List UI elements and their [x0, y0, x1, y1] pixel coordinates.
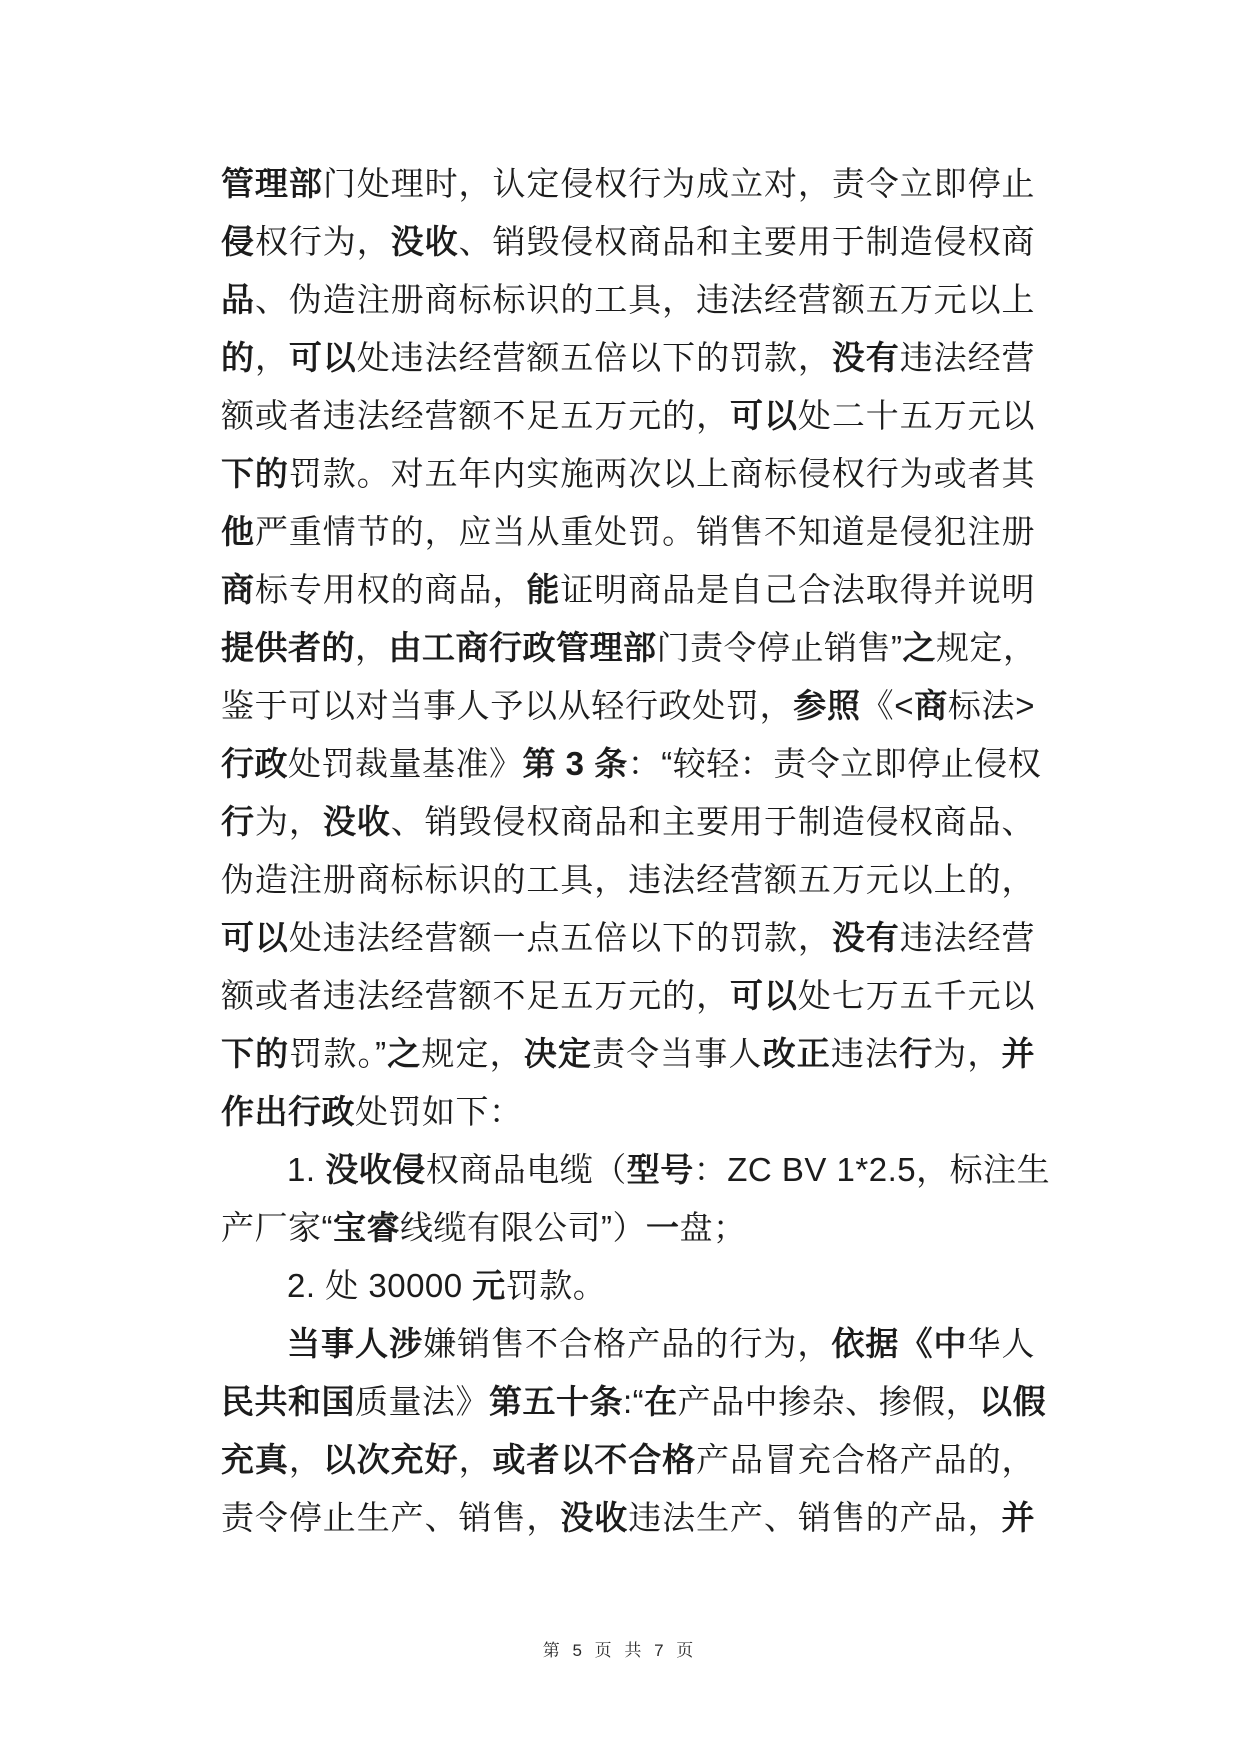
text-run: 处七万五千元以 [797, 977, 1036, 1014]
bold-text-run: 侵 [221, 223, 255, 260]
text-run: 门处理时，认定侵权行为成立对，责令立即停止 [322, 165, 1036, 202]
text-run: 违法 [830, 1035, 900, 1072]
text-line [221, 909, 1035, 967]
bold-text-run: 第五十条 [489, 1383, 623, 1420]
text-run: 、销毁侵权商品和主要用于制造侵权商品、 [390, 803, 1036, 840]
text-run: 处违法经营额一点五倍以下的罚款， [288, 919, 832, 956]
text-line [221, 793, 1035, 851]
text-run: 额或者违法经营额不足五万元的， [221, 977, 731, 1014]
text-line [221, 503, 1035, 561]
text-run: 标专用权的商品， [254, 571, 527, 608]
text-line [221, 1199, 1035, 1257]
text-run: 违法生产、销售的产品， [628, 1499, 1002, 1536]
text-run: 证明商品是自己合法取得并说明 [560, 571, 1036, 608]
bold-text-run: 提供者的 [221, 629, 355, 666]
bold-text-run: 并 [1001, 1499, 1036, 1536]
text-run: 责令当事人 [592, 1035, 763, 1072]
text-run: ：“较轻：责令立即停止侵权 [627, 745, 1042, 782]
bold-text-run: 下的 [221, 455, 289, 492]
text-run: 标法> [947, 687, 1035, 724]
bold-text-run: 决定 [523, 1035, 592, 1072]
text-line [221, 155, 1035, 213]
bold-text-run: 一 [646, 1209, 680, 1246]
text-run: 处罚如下： [355, 1093, 523, 1130]
text-run: ， [254, 339, 289, 376]
text-run: 线缆有限公司”） [400, 1209, 646, 1246]
text-run: 权商品电缆（ [425, 1151, 627, 1188]
bold-text-run: 商 [914, 687, 948, 724]
text-line [221, 445, 1035, 503]
text-run: 罚款。对五年内实施两次以上商标侵权行为或者其 [288, 455, 1036, 492]
text-run: 处违法经营额五倍以下的罚款， [356, 339, 832, 376]
text-run: 伪造注册商标标识的工具，违法经营额五万元以上的， [221, 861, 1035, 898]
bold-text-run: 管理部 [221, 165, 323, 202]
text-run: ：ZC BV 1*2.5，标注生 [693, 1151, 1051, 1188]
text-line [221, 561, 1035, 619]
text-run: 处二十五万元以 [797, 397, 1036, 434]
text-line [221, 1025, 1035, 1083]
text-run: 门责令停止销售” [656, 629, 903, 666]
text-line [221, 1489, 1035, 1547]
bold-text-run: 可以 [221, 919, 289, 956]
text-run: 产厂家“ [221, 1209, 333, 1246]
text-run: :“ [623, 1383, 645, 1420]
bold-text-run: 没收 [322, 803, 391, 840]
text-run: ， [458, 1441, 493, 1478]
bold-text-run: 以次充好 [322, 1441, 459, 1478]
text-run: 《< [860, 687, 915, 724]
bold-text-run: 第 3 条 [522, 745, 628, 782]
bold-text-run: 元 [472, 1267, 506, 1304]
bold-text-run: 充真 [221, 1441, 289, 1478]
bold-text-run: 改正 [762, 1035, 831, 1072]
bold-text-run: 并 [1001, 1035, 1035, 1072]
text-run: 产品冒充合格产品的， [696, 1441, 1036, 1478]
text-run: 额或者违法经营额不足五万元的， [221, 397, 731, 434]
bold-text-run: 行 [899, 1035, 934, 1072]
bold-text-run: 之 [902, 629, 936, 666]
bold-text-run: 可以 [730, 977, 798, 1014]
bold-text-run: 下的 [221, 1035, 290, 1072]
bold-text-run: 没收 [560, 1499, 629, 1536]
text-run: 为， [254, 803, 323, 840]
text-line [221, 1431, 1035, 1489]
text-run: 规定， [936, 629, 1037, 666]
bold-text-run: 在 [644, 1383, 678, 1420]
text-run: 责令停止生产、销售， [221, 1499, 561, 1536]
text-run: 盘； [679, 1209, 747, 1246]
text-run: 嫌销售不合格产品的行为， [423, 1325, 832, 1362]
bold-text-run: 的 [221, 339, 255, 376]
bold-text-run: 可以 [288, 339, 357, 376]
text-line [221, 271, 1035, 329]
text-line [221, 1373, 1047, 1431]
text-line [221, 619, 1035, 677]
text-line [221, 213, 1035, 271]
text-line [221, 387, 1035, 445]
page-footer [0, 1636, 1240, 1661]
bold-text-run: 没有 [831, 339, 900, 376]
bold-text-run: 他 [221, 513, 255, 550]
text-run: 权行为， [254, 223, 391, 260]
text-run: 鉴于可以对当事人予以从轻行政处罚， [221, 687, 794, 724]
text-line [221, 1315, 1035, 1373]
text-run: 为， [933, 1035, 1002, 1072]
document-body [221, 155, 1051, 1547]
text-run: 华人 [967, 1325, 1036, 1362]
bold-text-run: 当事人涉 [287, 1325, 424, 1362]
text-run: 罚款。” [289, 1035, 387, 1072]
text-line [221, 677, 1035, 735]
bold-text-run: 可以 [730, 397, 798, 434]
text-line [221, 329, 1035, 387]
text-run: 、销毁侵权商品和主要用于制造侵权商 [458, 223, 1036, 260]
bold-text-run: 或者以不合格 [492, 1441, 697, 1478]
text-line [221, 1257, 1035, 1315]
bold-text-run: 品 [221, 281, 255, 318]
text-run: 2. 处 30000 [287, 1267, 473, 1304]
bold-text-run: 依据《中 [831, 1325, 968, 1362]
text-run: ， [355, 629, 389, 666]
text-run: 规定， [421, 1035, 524, 1072]
bold-text-run: 由工商行政管理部 [388, 629, 657, 666]
text-line [221, 1083, 1035, 1141]
text-run: 处罚裁量基准》 [288, 745, 523, 782]
bold-text-run: 商 [221, 571, 255, 608]
bold-text-run: 以假 [979, 1383, 1047, 1420]
text-line [221, 735, 1042, 793]
text-run: 严重情节的，应当从重处罚。销售不知道是侵犯注册 [254, 513, 1036, 550]
text-line [221, 1141, 1051, 1199]
text-run: ， [288, 1441, 323, 1478]
bold-text-run: 作出行政 [221, 1093, 355, 1130]
bold-text-run: 没有 [831, 919, 900, 956]
bold-text-run: 宝睿 [333, 1209, 400, 1246]
text-line [221, 851, 1035, 909]
text-line [221, 967, 1035, 1025]
bold-text-run: 行 [221, 803, 255, 840]
text-run: 1. [287, 1151, 326, 1188]
bold-text-run: 没收侵 [325, 1151, 426, 1188]
text-run: 罚款。 [505, 1267, 607, 1304]
bold-text-run: 能 [526, 571, 561, 608]
text-run: 违法经营 [899, 339, 1036, 376]
text-run: 产品中掺杂、掺假， [677, 1383, 980, 1420]
bold-text-run: 之 [386, 1035, 422, 1072]
bold-text-run: 没收 [390, 223, 459, 260]
bold-text-run: 参照 [793, 687, 861, 724]
text-run: 违法经营 [899, 919, 1036, 956]
bold-text-run: 行政 [221, 745, 288, 782]
page-number: 第 5 页 共 7 页 [542, 1641, 698, 1660]
text-run: 、伪造注册商标标识的工具，违法经营额五万元以上 [254, 281, 1036, 318]
bold-text-run: 型号 [626, 1151, 694, 1188]
text-run: 质量法》 [355, 1383, 489, 1420]
bold-text-run: 民共和国 [221, 1383, 355, 1420]
